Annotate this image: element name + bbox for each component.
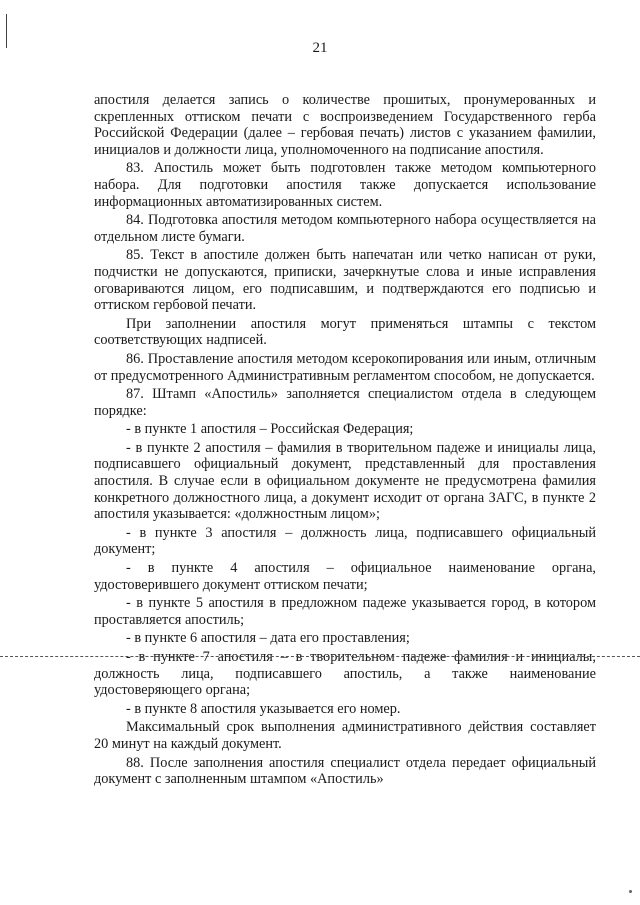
paragraph-88: 88. После заполнения апостиля специалист отдела передает официальный документ с заполненным штампом «Апостиль» — [94, 754, 596, 788]
paragraph-84: 84. Подготовка апостиля методом компьютерного набора осуществляется на отдельном листе бумаги. — [94, 212, 596, 245]
scan-artifact-line — [0, 656, 640, 657]
list-item-point-4: - в пункте 4 апостиля – официальное наименование органа, удостоверившего документ оттиском печати; — [94, 560, 596, 593]
list-item-point-2: - в пункте 2 апостиля – фамилия в творительном падеже и инициалы лица, подписавшего официальный документ, представленный для проставления апостиля. В случае если в официальном документе не предусмотрена фамилия конкретного должностного лица, а документ исходит от органа ЗАГС, в пункте 2 апостиля указывается: «должностным лицом»; — [94, 439, 596, 523]
scan-corner-dot — [629, 890, 632, 893]
paragraph-max-time: Максимальный срок выполнения административного действия составляет 20 минут на каждый документ. — [94, 719, 596, 752]
paragraph-86: 86. Проставление апостиля методом ксерокопирования или иным, отличным от предусмотренного Административным регламентом способом, не допускается. — [94, 350, 596, 384]
page-number: 21 — [312, 40, 328, 56]
list-item-point-5: - в пункте 5 апостиля в предложном падеже указывается город, в котором проставляется апостиль; — [94, 595, 596, 628]
paragraph-83: 83. Апостиль может быть подготовлен также методом компьютерного набора. Для подготовки апостиля также допускается использование информационных автоматизированных систем. — [94, 160, 596, 210]
list-item-point-3: - в пункте 3 апостиля – должность лица, подписавшего официальный документ; — [94, 524, 596, 558]
paragraph-85-stamps: При заполнении апостиля могут применяться штампы с текстом соответствующих надписей. — [94, 315, 596, 349]
list-item-point-8: - в пункте 8 апостиля указывается его номер. — [126, 700, 401, 717]
paragraph-85: 85. Текст в апостиле должен быть напечатан или четко написан от руки, подчистки не допускаются, приписки, зачеркнутые слова и иные исправления оговариваются лицом, его подписавшим, и подтверждаются его подписью и оттиском гербовой печати. — [94, 247, 596, 314]
paragraph-continuation: апостиля делается запись о количестве прошитых, пронумерованных и скрепленных оттиском печати с воспроизведением Государственного герба Российской Федерации (далее – гербовая печать) листов с указанием фамилии, инициалов и должности лица, уполномоченного на подписание апостиля. — [94, 92, 596, 158]
document-body — [94, 92, 596, 788]
list-item-point-6: - в пункте 6 апостиля – дата его проставления; — [126, 630, 410, 647]
list-item-point-7: - в пункте 7 апостиля – в творительном падеже фамилия и инициалы, должность лица, подписавшего апостиль, а также наименование удостоверяющего органа; — [94, 649, 596, 699]
list-item-point-1: - в пункте 1 апостиля – Российская Федерация; — [126, 421, 414, 438]
paragraph-87: 87. Штамп «Апостиль» заполняется специалистом отдела в следующем порядке: — [94, 386, 596, 419]
